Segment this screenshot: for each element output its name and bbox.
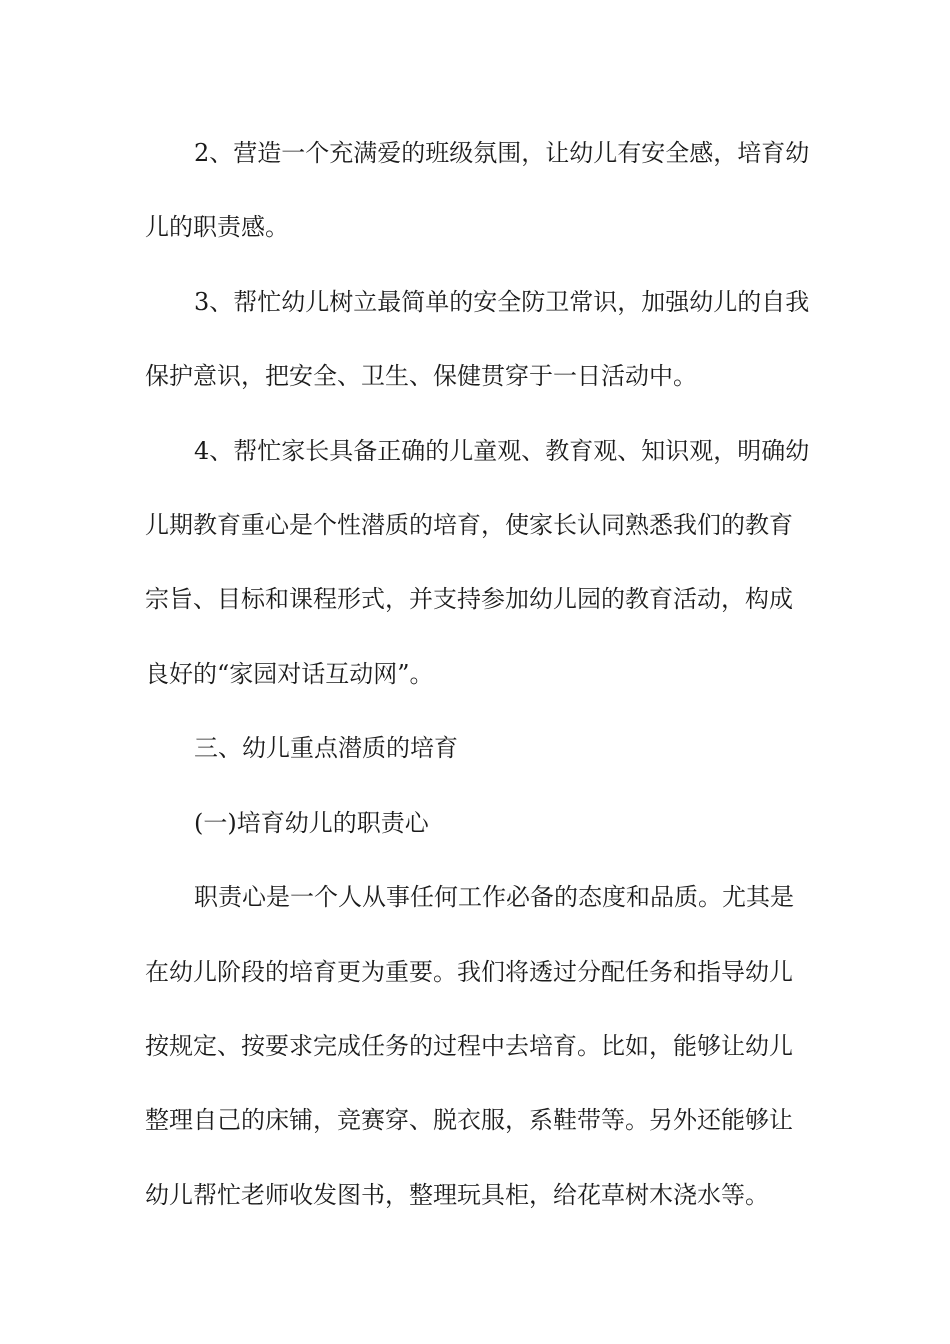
- paragraph-line: 职责心是一个人从事任何工作必备的态度和品质。尤其是: [194, 883, 794, 911]
- paragraph-line: 2、营造一个充满爱的班级氛围，让幼儿有安全感，培育幼: [194, 139, 810, 167]
- paragraph-line: 按规定、按要求完成任务的过程中去培育。比如，能够让幼儿: [145, 1032, 793, 1060]
- heading-line: (一)培育幼儿的职责心: [194, 809, 429, 837]
- paragraph-line: 保护意识，把安全、卫生、保健贯穿于一日活动中。: [145, 362, 697, 390]
- paragraph-line: 整理自己的床铺，竞赛穿、脱衣服，系鞋带等。另外还能够让: [145, 1106, 793, 1134]
- paragraph-line: 3、帮忙幼儿树立最简单的安全防卫常识，加强幼儿的自我: [194, 288, 810, 316]
- paragraph-line: 4、帮忙家长具备正确的儿童观、教育观、知识观，明确幼: [194, 437, 810, 465]
- paragraph-line: 宗旨、目标和课程形式，并支持参加幼儿园的教育活动，构成: [145, 585, 793, 613]
- paragraph-line: 儿期教育重心是个性潜质的培育，使家长认同熟悉我们的教育: [145, 511, 793, 539]
- paragraph-line: 幼儿帮忙老师收发图书，整理玩具柜，给花草树木浇水等。: [145, 1181, 769, 1209]
- paragraph-line: 良好的“家园对话互动网”。: [145, 660, 434, 688]
- heading-line: 三、幼儿重点潜质的培育: [194, 734, 458, 762]
- paragraph-line: 儿的职责感。: [145, 213, 289, 241]
- paragraph-line: 在幼儿阶段的培育更为重要。我们将透过分配任务和指导幼儿: [145, 958, 793, 986]
